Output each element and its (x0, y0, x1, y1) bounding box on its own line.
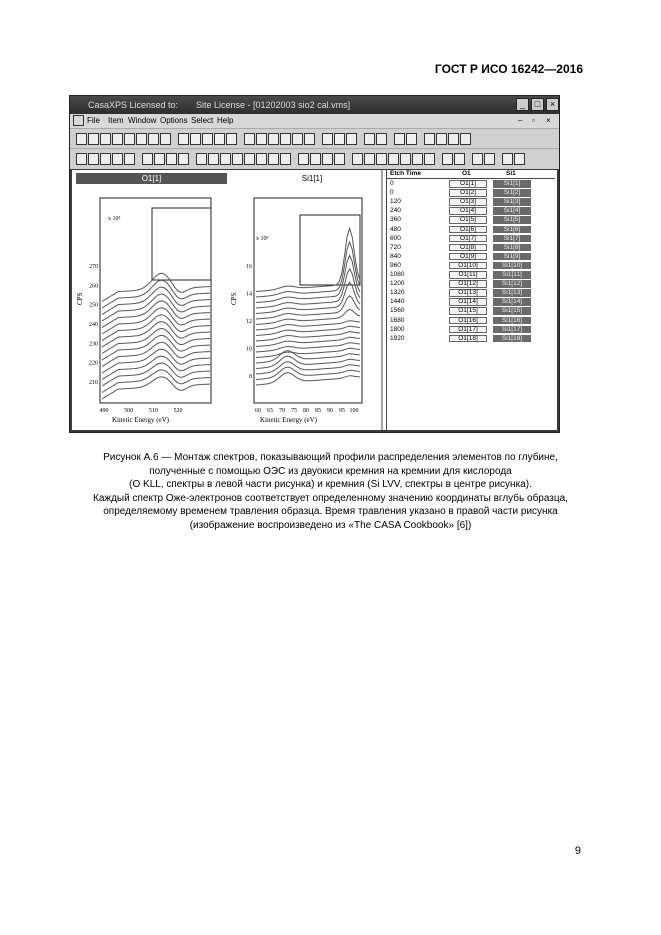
toolbar-button-icon[interactable] (88, 133, 99, 145)
toolbar-button-icon[interactable] (514, 153, 525, 165)
si1-cell[interactable]: Si1[12] (493, 280, 531, 288)
si1-cell[interactable]: Si1[10] (493, 262, 531, 270)
mdi-restore-icon[interactable]: ▫ (532, 116, 535, 125)
maximize-icon[interactable]: □ (531, 98, 544, 111)
table-row[interactable] (387, 326, 555, 335)
table-row[interactable] (387, 271, 555, 280)
toolbar-button-icon[interactable] (322, 133, 333, 145)
spectrum-curve (256, 242, 360, 297)
y-tick-label: 210 (89, 380, 98, 386)
mdi-minimize-icon[interactable]: – (518, 116, 523, 125)
page-number: 9 (574, 845, 581, 857)
etch-time-cell: 960 (390, 261, 401, 269)
toolbar-button-icon[interactable] (436, 133, 447, 145)
y-tick-label: 220 (89, 360, 98, 367)
toolbar-button-icon[interactable] (190, 133, 201, 145)
left-y-label: CPS (76, 292, 84, 305)
toolbar-button-icon[interactable] (448, 133, 459, 145)
y-tick-label: 8 (249, 374, 252, 380)
si1-cell[interactable]: Si1[18] (493, 335, 531, 343)
toolbar-button-icon[interactable] (160, 133, 171, 145)
caption-line: (изображение воспроизведено из «The CASA Cookbook» [6]) (189, 519, 472, 531)
app-icon (73, 115, 84, 126)
y-tick-label: 260 (89, 283, 98, 290)
spectrum-curve (256, 296, 360, 319)
o1-cell[interactable]: O1[8] (449, 244, 487, 252)
toolbar-button-icon[interactable] (298, 153, 309, 165)
toolbar-button-icon[interactable] (400, 153, 411, 165)
toolbar-2 (70, 148, 559, 169)
toolbar-button-icon[interactable] (484, 153, 495, 165)
etch-time-cell: 1080 (390, 271, 405, 278)
table-row[interactable] (387, 216, 555, 225)
workspace (72, 170, 557, 430)
caption-line: (O KLL, спектры в левой части рисунка) и кремния (Si LVV, спектры в центре рисунка). (129, 479, 532, 490)
middle-scale: x 10³ (256, 236, 269, 242)
toolbar-button-icon[interactable] (346, 133, 357, 145)
toolbar-button-icon[interactable] (256, 133, 267, 145)
toolbar-button-icon[interactable] (124, 133, 135, 145)
toolbar-button-icon[interactable] (148, 133, 159, 145)
window-titlebar (70, 96, 559, 114)
etch-time-cell: 1560 (390, 307, 405, 315)
middle-plot-zoom-box (300, 215, 360, 285)
toolbar-button-icon[interactable] (100, 133, 111, 145)
table-row[interactable] (387, 244, 555, 253)
table-row[interactable] (387, 180, 555, 189)
caption-line: Рисунок А.6 — Монтаж спектров, показывающий профили распределения элементов по глубине, (103, 452, 558, 463)
y-tick-label: 10 (246, 346, 252, 353)
x-tick-label: 80 (303, 408, 309, 414)
y-tick-label: 240 (89, 322, 98, 328)
table-row[interactable] (387, 307, 555, 316)
toolbar-button-icon[interactable] (154, 153, 165, 165)
o1-cell[interactable]: O1[10] (449, 262, 487, 270)
etch-time-cell: 600 (390, 234, 401, 242)
left-x-label: Kinetic Energy (eV) (112, 416, 170, 424)
spectrum-curve (256, 373, 360, 385)
table-row[interactable] (387, 235, 555, 244)
toolbar-button-icon[interactable] (178, 133, 189, 145)
window-license: Site License - [01202003 sio2 cal.vms] (196, 100, 351, 110)
o1-cell[interactable]: O1[17] (449, 326, 487, 334)
x-tick-label: 510 (148, 408, 158, 414)
si1-cell[interactable]: Si1[15] (493, 307, 531, 315)
etch-time-cell: 1200 (390, 280, 405, 288)
toolbar-button-icon[interactable] (88, 153, 99, 165)
toolbar-button-icon[interactable] (352, 153, 363, 165)
toolbar-button-icon[interactable] (424, 133, 435, 145)
o1-cell[interactable]: O1[1] (449, 180, 487, 188)
etch-time-cell: 1800 (390, 325, 405, 333)
table-row[interactable] (387, 335, 555, 344)
minimize-icon[interactable]: _ (516, 98, 529, 111)
si1-cell[interactable]: Si1[13] (493, 289, 531, 297)
etch-time-cell: 1920 (390, 334, 405, 342)
caption-line: Каждый спектр Оже-электронов соответствует определенному значению координаты вглубь образца, (93, 492, 568, 504)
toolbar-button-icon[interactable] (226, 133, 237, 145)
x-tick-label: 100 (349, 408, 359, 414)
table-row[interactable] (387, 226, 555, 235)
casaxps-screenshot (69, 95, 560, 433)
middle-x-label: Kinetic Energy (eV) (260, 416, 318, 424)
o1-cell[interactable]: O1[18] (449, 335, 487, 343)
etch-time-cell: 840 (390, 252, 401, 260)
mdi-close-icon[interactable]: × (546, 116, 551, 125)
spectrum-curve (256, 332, 360, 341)
toolbar-button-icon[interactable] (406, 133, 417, 145)
etch-time-cell: 0 (390, 180, 394, 187)
o1-cell[interactable]: O1[7] (449, 235, 487, 243)
toolbar-button-icon[interactable] (394, 133, 405, 145)
toolbar-button-icon[interactable] (280, 153, 291, 165)
toolbar-button-icon[interactable] (124, 153, 135, 165)
y-tick-label: 16 (246, 264, 252, 270)
toolbar-button-icon[interactable] (322, 153, 333, 165)
spectrum-curve (256, 343, 360, 352)
etch-time-cell: 360 (390, 216, 401, 224)
left-plot-zoom-box (152, 208, 211, 280)
y-tick-label: 230 (89, 341, 98, 348)
close-icon[interactable]: × (546, 98, 559, 111)
toolbar-button-icon[interactable] (166, 153, 177, 165)
toolbar-button-icon[interactable] (112, 153, 123, 165)
si1-cell[interactable]: Si1[3] (493, 198, 531, 206)
left-scale: x 10³ (108, 216, 121, 222)
toolbar-button-icon[interactable] (334, 153, 345, 165)
si1-cell[interactable]: Si1[1] (493, 180, 531, 188)
document-header: ГОСТ Р ИСО 16242—2016 (434, 62, 583, 76)
toolbar-button-icon[interactable] (202, 133, 213, 145)
middle-y-label: CPS (230, 292, 238, 305)
o1-cell[interactable]: O1[14] (449, 298, 487, 306)
menu-options[interactable]: Options (160, 116, 188, 125)
x-tick-label: 65 (267, 408, 273, 414)
o1-cell[interactable]: O1[15] (449, 307, 487, 315)
toolbar-button-icon[interactable] (244, 153, 255, 165)
etch-time-cell: 120 (390, 198, 401, 206)
toolbar-button-icon[interactable] (376, 153, 387, 165)
left-plot-title: O1[1] (76, 173, 227, 184)
si1-cell[interactable]: Si1[17] (493, 326, 531, 334)
toolbar-button-icon[interactable] (232, 153, 243, 165)
table-row[interactable] (387, 280, 555, 289)
menu-select[interactable]: Select (191, 116, 214, 125)
o1-cell[interactable]: O1[12] (449, 280, 487, 288)
caption-line: полученные с помощью ОЭС из двуокиси кремния на кремнии для кислорода (149, 465, 512, 477)
x-tick-label: 85 (315, 408, 321, 414)
o1-cell[interactable]: O1[3] (449, 198, 487, 206)
toolbar-button-icon[interactable] (304, 133, 315, 145)
o1-cell[interactable]: O1[11] (449, 271, 487, 279)
toolbar-button-icon[interactable] (76, 153, 87, 165)
o1-cell[interactable]: O1[4] (449, 207, 487, 215)
x-tick-label: 70 (279, 408, 285, 414)
toolbar-button-icon[interactable] (76, 133, 87, 145)
toolbar-button-icon[interactable] (502, 153, 513, 165)
table-row[interactable] (387, 289, 555, 298)
y-tick-label: 250 (89, 302, 98, 309)
x-tick-label: 500 (124, 408, 134, 414)
left-plot-curves (102, 273, 210, 399)
spectrum-curve (256, 348, 360, 357)
table-row[interactable] (387, 253, 555, 262)
spectrum-curve (256, 321, 360, 330)
col-etch-time: Etch Time (390, 170, 421, 177)
toolbar-button-icon[interactable] (256, 153, 267, 165)
si1-cell[interactable]: Si1[8] (493, 244, 531, 252)
toolbar-button-icon[interactable] (472, 153, 483, 165)
toolbar-1 (70, 128, 559, 149)
toolbar-button-icon[interactable] (268, 133, 279, 145)
etch-time-cell: 1680 (390, 316, 405, 324)
si1-cell[interactable]: Si1[6] (493, 226, 531, 234)
spectra-svg (72, 170, 386, 430)
menu-help[interactable]: Help (217, 116, 234, 125)
toolbar-button-icon[interactable] (292, 133, 303, 145)
toolbar-button-icon[interactable] (412, 153, 423, 165)
menu-window[interactable]: Window (128, 116, 157, 125)
x-tick-label: 490 (99, 408, 109, 414)
x-tick-label: 520 (173, 408, 183, 414)
etch-time-cell: 0 (390, 189, 394, 197)
etch-time-cell: 720 (390, 243, 401, 251)
toolbar-button-icon[interactable] (454, 153, 465, 165)
toolbar-button-icon[interactable] (280, 133, 291, 145)
si1-cell[interactable]: Si1[2] (493, 189, 531, 197)
toolbar-button-icon[interactable] (214, 133, 225, 145)
figure-caption (0, 451, 661, 532)
middle-plot-curves (256, 228, 360, 385)
si1-cell[interactable]: Si1[16] (493, 317, 531, 325)
col-o1: O1 (462, 170, 471, 177)
x-tick-label: 60 (255, 408, 261, 414)
toolbar-button-icon[interactable] (364, 153, 375, 165)
toolbar-button-icon[interactable] (220, 153, 231, 165)
etch-time-cell: 480 (390, 225, 401, 233)
toolbar-button-icon[interactable] (100, 153, 111, 165)
toolbar-button-icon[interactable] (142, 153, 153, 165)
menu-file[interactable]: File (87, 116, 100, 125)
etch-time-cell: 240 (390, 207, 401, 215)
si1-cell[interactable]: Si1[4] (493, 207, 531, 215)
middle-plot-title: Si1[1] (244, 173, 380, 184)
spectrum-curve (256, 326, 360, 335)
window-title: CasaXPS Licensed to: (88, 100, 179, 110)
o1-cell[interactable]: O1[5] (449, 216, 487, 224)
etch-time-table (386, 170, 555, 430)
toolbar-button-icon[interactable] (268, 153, 279, 165)
menu-bar (70, 114, 559, 128)
spectrum-curve (256, 337, 360, 346)
toolbar-button-icon[interactable] (376, 133, 387, 145)
etch-time-cell: 1440 (390, 298, 405, 306)
o1-cell[interactable]: O1[2] (449, 189, 487, 197)
col-si1: Si1 (506, 170, 516, 177)
table-row[interactable] (387, 198, 555, 207)
toolbar-button-icon[interactable] (244, 133, 255, 145)
si1-cell[interactable]: Si1[5] (493, 216, 531, 224)
table-header (387, 170, 555, 179)
caption-line: определяемому временем травления образца. Время травления указано в правой части рисунка (103, 506, 558, 517)
toolbar-button-icon[interactable] (310, 153, 321, 165)
toolbar-button-icon[interactable] (178, 153, 189, 165)
y-tick-label: 12 (246, 319, 252, 325)
menu-item[interactable]: Item (108, 116, 124, 125)
toolbar-button-icon[interactable] (442, 153, 453, 165)
x-tick-label: 95 (339, 408, 345, 414)
table-row[interactable] (387, 262, 555, 271)
si1-cell[interactable]: Si1[14] (493, 298, 531, 306)
toolbar-button-icon[interactable] (388, 153, 399, 165)
o1-cell[interactable]: O1[9] (449, 253, 487, 261)
x-tick-label: 75 (291, 408, 297, 414)
toolbar-button-icon[interactable] (364, 133, 375, 145)
toolbar-button-icon[interactable] (112, 133, 123, 145)
o1-cell[interactable]: O1[6] (449, 226, 487, 234)
toolbar-button-icon[interactable] (208, 153, 219, 165)
toolbar-button-icon[interactable] (460, 133, 471, 145)
toolbar-button-icon[interactable] (196, 153, 207, 165)
toolbar-button-icon[interactable] (136, 133, 147, 145)
x-tick-label: 90 (327, 408, 333, 414)
y-tick-label: 14 (246, 291, 252, 298)
table-row[interactable] (387, 189, 555, 198)
table-row[interactable] (387, 317, 555, 326)
si1-cell[interactable]: Si1[9] (493, 253, 531, 261)
y-tick-label: 270 (89, 264, 98, 270)
spectrum-curve (102, 377, 210, 399)
si1-cell[interactable]: Si1[7] (493, 235, 531, 243)
spectrum-curve (256, 228, 360, 291)
table-row[interactable] (387, 298, 555, 307)
toolbar-button-icon[interactable] (424, 153, 435, 165)
etch-time-cell: 1320 (390, 289, 405, 297)
si1-cell[interactable]: Si1[11] (493, 271, 531, 279)
table-row[interactable] (387, 207, 555, 216)
o1-cell[interactable]: O1[13] (449, 289, 487, 297)
o1-cell[interactable]: O1[16] (449, 317, 487, 325)
toolbar-button-icon[interactable] (334, 133, 345, 145)
spectrum-curve (102, 308, 210, 334)
